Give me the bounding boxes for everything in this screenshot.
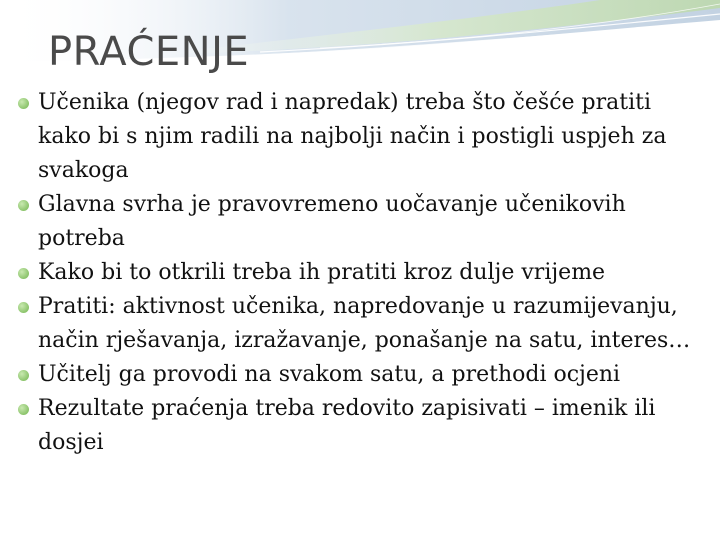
bullet-icon [18,302,29,313]
bullet-item [18,256,708,290]
bullet-item [18,392,708,460]
bullet-text: Rezultate praćenja treba redovito zapisivati – imenik ili dosjei [38,396,656,455]
slide-title: PRAĆENJE [48,29,250,75]
bullet-icon [18,370,29,381]
bullet-item [18,290,708,358]
bullet-item [18,188,708,256]
bullet-text: Glavna svrha je pravovremeno uočavanje učenikovih potreba [38,192,626,251]
bullet-text: Učenika (njegov rad i napredak) treba što češće pratiti kako bi s njim radili na najbolji način i postigli uspjeh za svakoga [38,90,667,183]
bullet-icon [18,404,29,415]
bullet-text: Pratiti: aktivnost učenika, napredovanje u razumijevanju, način rješavanja, izražavanje, ponašanje na satu, interes… [38,294,691,353]
bullet-list [18,86,708,460]
bullet-icon [18,268,29,279]
bullet-text: Kako bi to otkrili treba ih pratiti kroz dulje vrijeme [38,260,606,285]
bullet-text: Učitelj ga provodi na svakom satu, a prethodi ocjeni [38,362,621,387]
bullet-item [18,86,708,188]
bullet-icon [18,200,29,211]
bullet-item [18,358,708,392]
bullet-icon [18,98,29,109]
